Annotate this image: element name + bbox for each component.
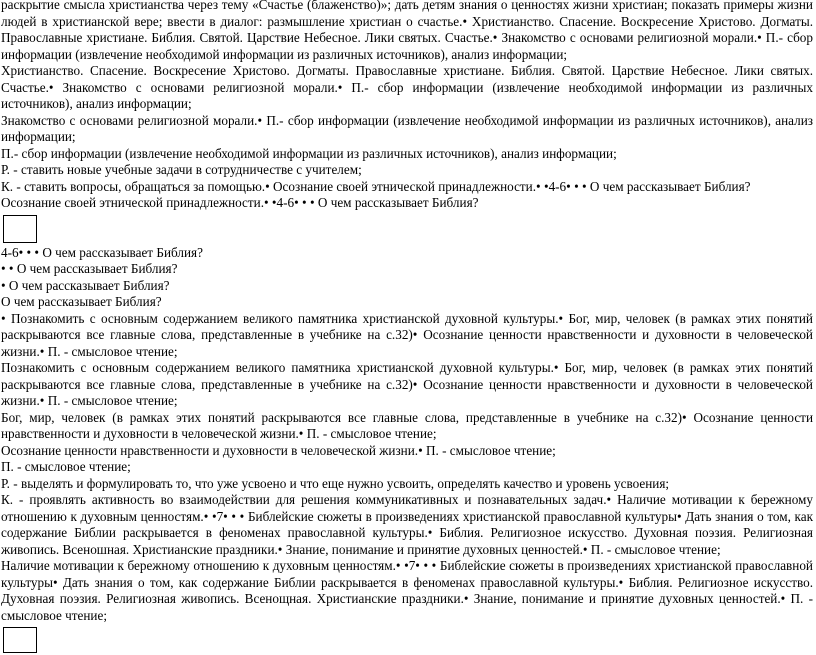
- paragraph: • • О чем рассказывает Библия?: [1, 261, 178, 276]
- paragraph: • О чем рассказывает Библия?: [1, 277, 170, 293]
- paragraph: 4-6• • • О чем рассказывает Библия?: [1, 244, 203, 260]
- empty-table-cell: [3, 627, 37, 653]
- paragraph: Р. - ставить новые учебные задачи в сотрудничестве с учителем;: [1, 162, 362, 177]
- paragraph: К. - ставить вопросы, обращаться за помощью.• Осознание своей этнической принадлежности.• •4-6• • • О чем рассказывает Библия?: [1, 178, 751, 194]
- paragraph: Знакомство с основами религиозной морали.• П.- сбор информации (извлечение необходимой информации из различных источников), анализ информации;: [1, 112, 813, 144]
- paragraph: Осознание ценности нравственности и духовности в человеческой жизни.• П. - смысловое чтение;: [1, 442, 556, 458]
- document-body: [1, 0, 813, 655]
- paragraph: Осознание своей этнической принадлежности.• •4-6• • • О чем рассказывает Библия?: [1, 195, 479, 210]
- paragraph: Наличие мотивации к бережному отношению к духовным ценностям.• •7• • • Библейские сюжеты в произведениях христианской православной культуры• Дать знания о том, как содержание Библии раскрывается в феноменах православной культуры.• Библия. Религиозное искусство. Духовная поэзия. Религиозная живопись. Всенощная. Христианские праздники.• Знание, понимание и принятие духовных ценностей.• П. - смысловое чтение;: [1, 558, 813, 623]
- paragraph: Р. - выделять и формулировать то, что уже усвоено и что еще нужно усвоить, определять качество и уровень усвоения;: [1, 475, 670, 491]
- paragraph: О чем рассказывает Библия?: [1, 294, 162, 309]
- paragraph: Бог, мир, человек (в рамках этих понятий раскрываются все главные слова, представленные в учебнике на с.32)• Осознание ценности нравственности и духовности в человеческой жизни.• П. - смысловое чтение;: [1, 409, 813, 441]
- paragraph: П.- сбор информации (извлечение необходимой информации из различных источников), анализ информации;: [1, 145, 617, 161]
- paragraph: Христианство. Спасение. Воскресение Христово. Догматы. Православные христиане. Библия. Святой. Царствие Небесное. Лики святых. Счастье.• Знакомство с основами религиозной морали.• П.- сбор информации (извлечение необходимой информации из различных источников), анализ информации;: [1, 63, 813, 111]
- empty-table-cell: [3, 215, 37, 243]
- paragraph: К. - проявлять активность во взаимодействии для решения коммуникативных и познавательных задач.• Наличие мотивации к бережному отношению к духовным ценностям.• •7• • • Библейские сюжеты в произведениях христианской православной культуры• Дать знания о том, как содержание Библии раскрывается в феноменах православной культуры.• Библия. Религиозное искусство. Духовная поэзия. Религиозная живопись. Всеношная. Христианские праздники.• Знание, понимание и принятие духовных ценностей.• П. - смысловое чтение;: [1, 492, 813, 557]
- paragraph: П. - смысловое чтение;: [1, 459, 131, 474]
- paragraph: • Познакомить с основным содержанием великого памятника христианской духовной культуры.• Бог, мир, человек (в рамках этих понятий раскрываются все главные слова, представленные в учебнике на с.32)• Осознание ценности нравственности и духовности в человеческой жизни.• П. - смысловое чтение;: [1, 310, 813, 359]
- paragraph: раскрытие смысла христианства через тему «Счастье (блаженство)»; дать детям знания о ценностях жизни христиан; показать примеры жизни людей в христианской вере; ввести в диалог: размышление христиан о счастье.• Христианство. Спасение. Воскресение Христово. Догматы. Православные христиане. Библия. Святой. Царствие Небесное. Лики святых. Счастье.• Знакомство с основами религиозной морали.• П.- сбор информации (извлечение необходимой информации из различных источников), анализ информации;: [1, 0, 813, 62]
- paragraph: Познакомить с основным содержанием великого памятника христианской духовной культуры.• Бог, мир, человек (в рамках этих понятий раскрываются все главные слова, представленные в учебнике на с.32)• Осознание ценности нравственности и духовности в человеческой жизни.• П. - смысловое чтение;: [1, 360, 813, 408]
